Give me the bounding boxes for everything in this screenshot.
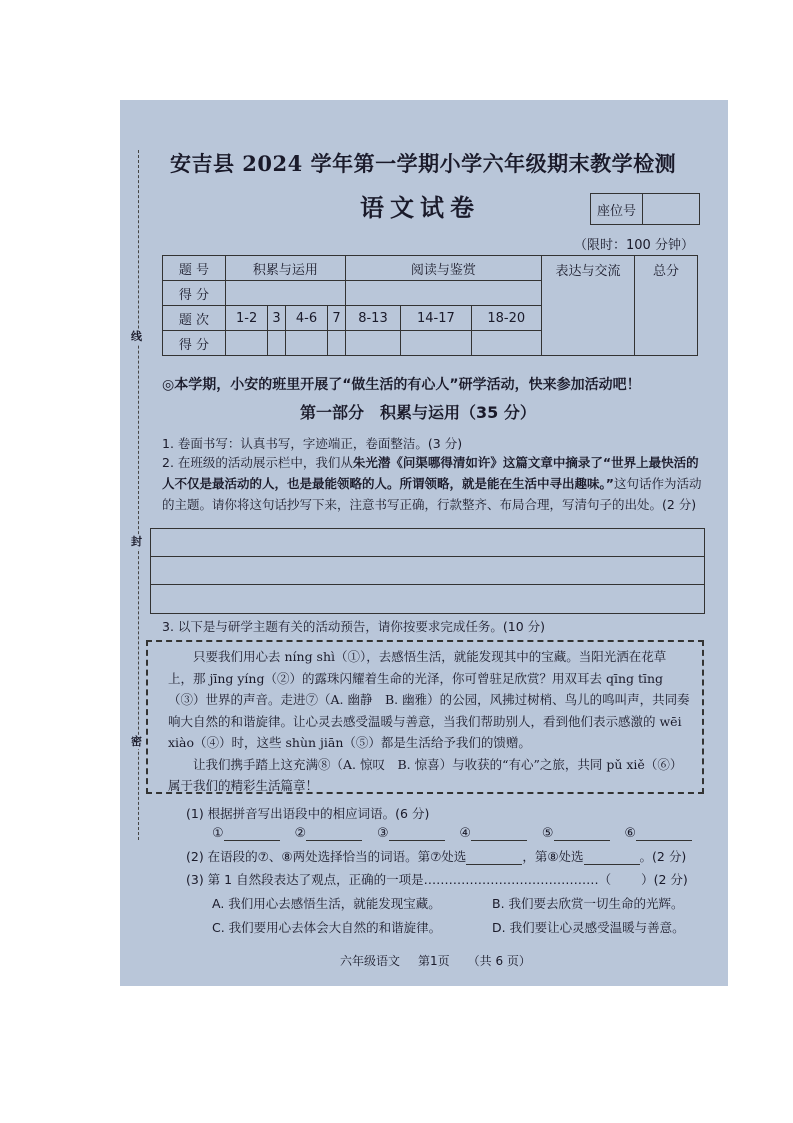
subquestion-3: (3) 第 1 自然段表达了观点，正确的一项是……………………………………（ ）(2 分) — [186, 872, 688, 887]
question-range: 18-20 — [471, 306, 541, 331]
blank-3[interactable]: ③ — [377, 826, 445, 841]
blank-4[interactable]: ④ — [459, 826, 527, 841]
question-range: 1-2 — [226, 306, 268, 331]
choice-options — [212, 892, 702, 940]
time-limit: （限时：100 分钟） — [574, 238, 694, 253]
page-footer — [340, 952, 531, 969]
score-cell[interactable] — [401, 331, 471, 356]
blank-7[interactable] — [466, 850, 522, 865]
blank-5[interactable]: ⑤ — [542, 826, 610, 841]
score-header: 阅读与鉴赏 — [345, 256, 541, 281]
subquestion-1: (1) 根据拼音写出语段中的相应词语。(6 分) — [186, 806, 430, 821]
question-1: 1. 卷面书写：认真书写，字迹端正，卷面整洁。(3 分) — [162, 436, 463, 451]
score-table — [162, 255, 698, 356]
question-2-quote: 朱光潜《问渠哪得清如许》这篇文章中摘录了“世界上最快活的人不仅是最活动的人，也是最能领略的人。所谓领略，就是能在生活中寻出趣味。” — [162, 455, 699, 491]
question-2-instruction: 这句话作为活动的主题。请你将这句话抄写下来，注意书写正确，行款整齐、布局合理，写清句子的出处。(2 分) — [162, 476, 702, 512]
activity-intro: ◎本学期，小安的班里开展了“做生活的有心人”研学活动，快来参加活动吧！ — [162, 377, 641, 393]
score-header: 题 号 — [163, 256, 226, 281]
footer-total: （共 6 页） — [467, 954, 531, 968]
score-cell[interactable] — [226, 281, 346, 306]
score-header: 总分 — [635, 256, 698, 356]
binding-mark-xian: 线 — [131, 330, 142, 343]
writing-line — [151, 556, 704, 557]
score-cell[interactable] — [226, 331, 268, 356]
subquestion-2: (2) 在语段的⑦、⑧两处选择恰当的词语。第⑦处选 ，第⑧处选 。(2 分) — [186, 849, 687, 864]
option-c[interactable]: C. 我们要用心去体会大自然的和谐旋律。 — [212, 920, 442, 935]
seat-number-label: 座位号 — [591, 194, 643, 224]
passage — [168, 646, 690, 797]
question-2 — [162, 452, 702, 515]
option-d[interactable]: D. 我们要让心灵感受温暖与善意。 — [492, 920, 685, 935]
question-range: 3 — [268, 306, 286, 331]
writing-line — [151, 584, 704, 585]
seat-number-box — [590, 193, 700, 225]
option-b[interactable]: B. 我们要去欣赏一切生命的光辉。 — [492, 896, 684, 911]
question-range: 8-13 — [345, 306, 400, 331]
score-cell[interactable] — [285, 331, 327, 356]
score-cell[interactable] — [471, 331, 541, 356]
score-header: 积累与运用 — [226, 256, 346, 281]
part-title: 第一部分 积累与运用（35 分） — [300, 403, 536, 422]
score-row-label: 题 次 — [163, 306, 226, 331]
option-a[interactable]: A. 我们用心去感悟生活，就能发现宝藏。 — [212, 896, 441, 911]
handwriting-box[interactable] — [150, 528, 705, 614]
blank-2[interactable]: ② — [294, 826, 362, 841]
question-range: 14-17 — [401, 306, 471, 331]
score-cell[interactable] — [345, 281, 541, 306]
score-row-label: 得 分 — [163, 281, 226, 306]
score-row-label: 得 分 — [163, 331, 226, 356]
exam-title: 安吉县 2024 学年第一学期小学六年级期末教学检测 — [170, 151, 677, 176]
score-header: 表达与交流 — [542, 256, 635, 356]
question-2-lead: 2. 在班级的活动展示栏中，我们从 — [162, 455, 353, 470]
binding-mark-feng: 封 — [131, 535, 142, 548]
score-cell[interactable] — [328, 331, 346, 356]
blank-8[interactable] — [584, 850, 640, 865]
blank-6[interactable]: ⑥ — [624, 826, 692, 841]
question-3: 3. 以下是与研学主题有关的活动预告，请你按要求完成任务。(10 分) — [162, 619, 546, 634]
exam-subtitle: 语文试卷 — [360, 193, 480, 222]
question-range: 4-6 — [285, 306, 327, 331]
answer-blanks — [212, 826, 692, 841]
blank-1[interactable]: ① — [212, 826, 280, 841]
binding-mark-mi: 密 — [131, 735, 142, 748]
passage-paragraph-2: 让我们携手踏上这充满⑧（A. 惊叹 B. 惊喜）与收获的“有心”之旅，共同 pǔ xiě（⑥）属于我们的精彩生活篇章！ — [168, 756, 683, 793]
seat-number-field[interactable] — [643, 194, 699, 224]
footer-subject: 六年级语文 — [340, 954, 401, 968]
question-range: 7 — [328, 306, 346, 331]
passage-paragraph-1: 只要我们用心去 níng shì（①），去感悟生活，就能发现其中的宝藏。当阳光洒在花草上，那 jīng yíng（②）的露珠闪耀着生命的光泽，你可曾驻足欣赏？用双耳去 qīng tīng（③）世界的声音。走进⑦（A. 幽静 B. 幽雅）的公园，风拂过树梢、鸟儿的鸣叫声，共同奏响大自然的和谐旋律。让心灵去感受温暖与善意，当我们帮助别人，看到他们表示感激的 wēi xiào（④）时，这些 shùn jiān（⑤）都是生活给予我们的馈赠。 — [168, 649, 690, 750]
footer-page: 第1页 — [418, 954, 450, 968]
score-cell[interactable] — [345, 331, 400, 356]
score-cell[interactable] — [268, 331, 286, 356]
